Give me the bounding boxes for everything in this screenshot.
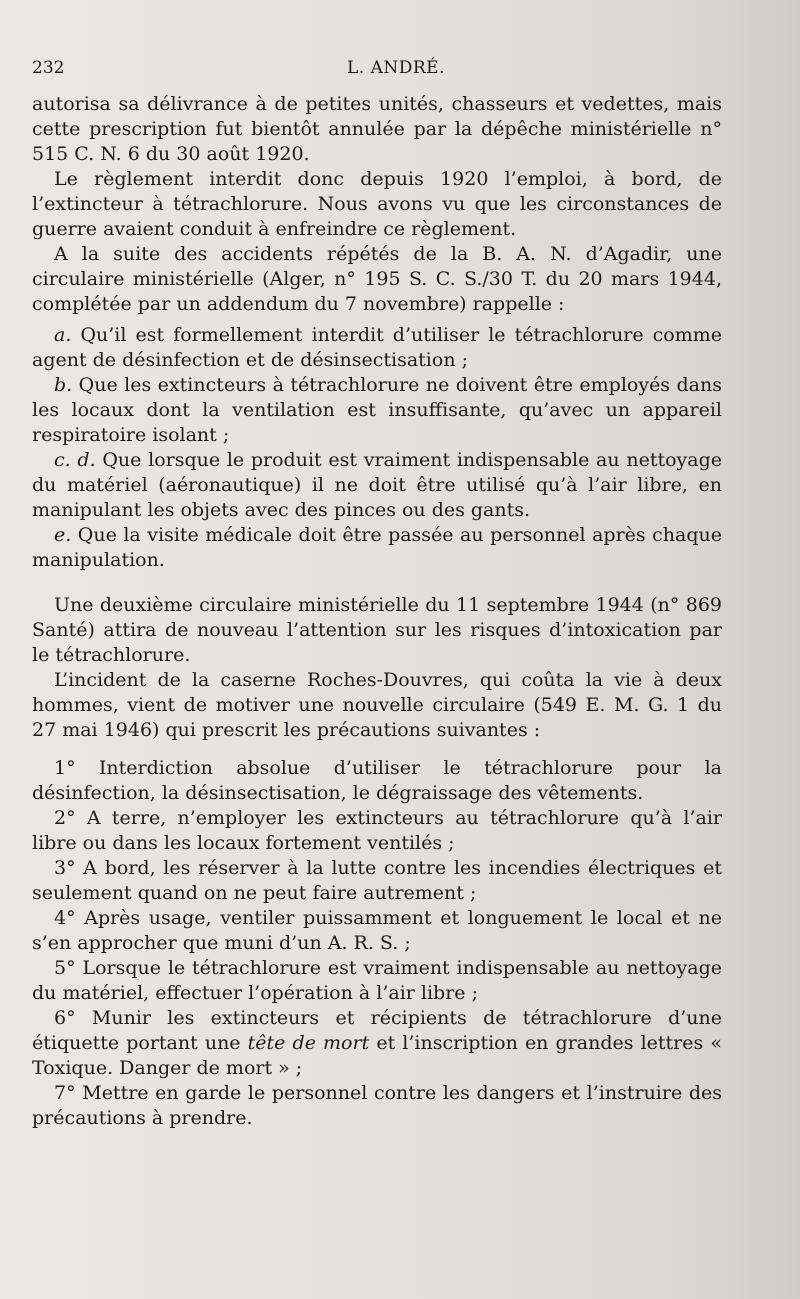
list-item-2	[32, 806, 722, 856]
item-text: A bord, les réserver à la lutte contre les incendies électriques et seulement quand on ne peut faire autrement ;	[32, 857, 722, 904]
item-text: A terre, n’employer les extincteurs au tétrachlorure qu’à l’air libre ou dans les locaux fortement ventilés ;	[32, 807, 722, 854]
list-item-5	[32, 956, 722, 1006]
paragraph-circulaire-agadir	[32, 242, 722, 317]
paragraph-deuxieme-circulaire	[32, 593, 722, 668]
list-item-4	[32, 906, 722, 956]
list-item-a	[32, 323, 722, 373]
item-marker: a.	[54, 324, 72, 346]
item-marker: 4°	[54, 907, 76, 929]
paragraph-text: Une deuxième circulaire ministérielle du 11 septembre 1944 (n° 869 Santé) attira de nouveau l’attention sur les risques d’intoxication par le tétrachlorure.	[32, 594, 722, 666]
item-marker: 2°	[54, 807, 76, 829]
item-marker: 6°	[54, 1007, 76, 1029]
list-item-b	[32, 373, 722, 448]
item-text: Que la visite médicale doit être passée au personnel après chaque manipulation.	[32, 524, 722, 571]
item-marker: b.	[54, 374, 73, 396]
item-marker: e.	[54, 524, 72, 546]
list-item-6	[32, 1006, 722, 1081]
item-text: et l’inscription en grandes lettres « Toxique. Danger de mort » ;	[32, 1032, 722, 1079]
list-item-1	[32, 756, 722, 806]
item-text: Qu’il est formellement interdit d’utiliser le tétrachlorure comme agent de désinfection et de désinsectisation ;	[32, 324, 722, 371]
list-item-3	[32, 856, 722, 906]
item-marker: 1°	[54, 757, 76, 779]
item-text: Après usage, ventiler puissamment et longuement le local et ne s’en approcher que muni d’un A. R. S. ;	[32, 907, 722, 954]
emphasis-tete-de-mort: tête de mort	[247, 1032, 370, 1054]
page-number: 232	[32, 58, 65, 78]
item-marker: 3°	[54, 857, 76, 879]
paragraph-incident-roches-douvres	[32, 668, 722, 743]
paragraph-text: A la suite des accidents répétés de la B. A. N. d’Agadir, une circulaire ministérielle (Alger, n° 195 S. C. S./30 T. du 20 mars 1944, complétée par un addendum du 7 novembre) rappelle :	[32, 243, 722, 315]
item-text: Munir les extincteurs et récipients de tétrachlorure d’une étiquette portant une	[32, 1007, 722, 1054]
item-text: Que les extincteurs à tétrachlorure ne doivent être employés dans les locaux dont la ventilation est insuffisante, qu’avec un appareil respiratoire isolant ;	[32, 374, 722, 446]
paragraph-text: L’incident de la caserne Roches-Douvres, qui coûta la vie à deux hommes, vient de motiver une nouvelle circulaire (549 E. M. G. 1 du 27 mai 1946) qui prescrit les précautions suivantes :	[32, 669, 722, 741]
running-title: L. ANDRÉ.	[347, 58, 445, 78]
item-text: Que lorsque le produit est vraiment indispensable au nettoyage du matériel (aéronautique) il ne doit être utilisé qu’à l’air libre, en manipulant les objets avec des pinces ou des gants.	[32, 449, 722, 521]
body-text	[32, 92, 722, 1131]
item-marker: 7°	[54, 1082, 76, 1104]
list-item-7	[32, 1081, 722, 1131]
item-marker: 5°	[54, 957, 76, 979]
paragraph-text: autorisa sa délivrance à de petites unités, chasseurs et vedettes, mais cette prescription fut bientôt annulée par la dépêche ministérielle n° 515 C. N. 6 du 30 août 1920.	[32, 93, 722, 165]
list-item-e	[32, 523, 722, 573]
item-marker: c. d.	[54, 449, 96, 471]
paragraph-continuation	[32, 92, 722, 167]
item-text: Interdiction absolue d’utiliser le tétrachlorure pour la désinfection, la désinsectisation, le dégraissage des vêtements.	[32, 757, 722, 804]
item-text: Mettre en garde le personnel contre les dangers et l’instruire des précautions à prendre.	[32, 1082, 722, 1129]
paragraph-reglement	[32, 167, 722, 242]
list-item-cd	[32, 448, 722, 523]
item-text: Lorsque le tétrachlorure est vraiment indispensable au nettoyage du matériel, effectuer l’opération à l’air libre ;	[32, 957, 722, 1004]
running-head	[32, 58, 760, 82]
paragraph-text: Le règlement interdit donc depuis 1920 l’emploi, à bord, de l’extincteur à tétrachlorure. Nous avons vu que les circonstances de guerre avaient conduit à enfreindre ce règlement.	[32, 168, 722, 240]
